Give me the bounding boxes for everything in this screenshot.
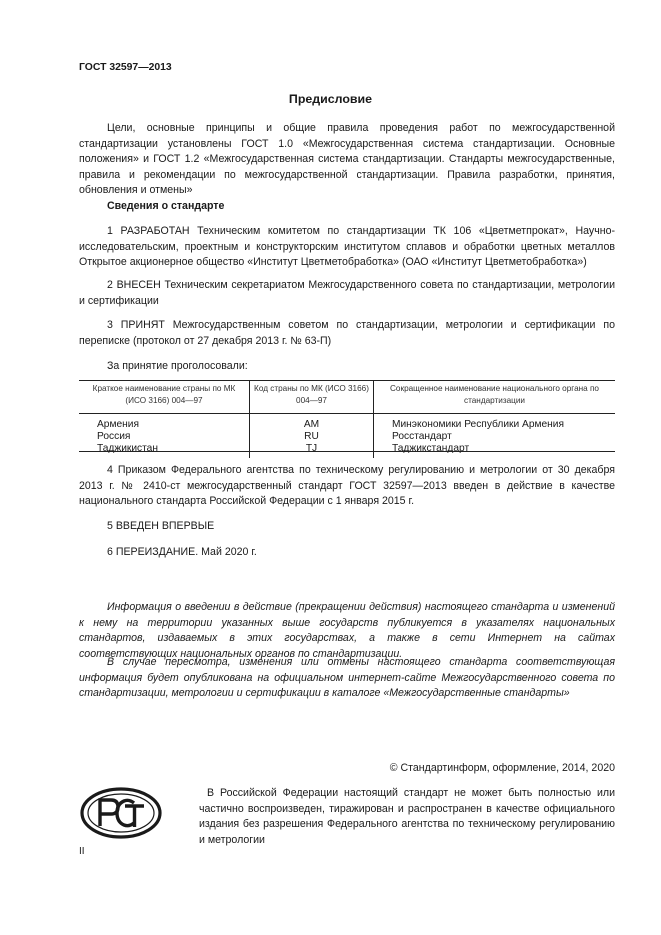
document-code-header: ГОСТ 32597—2013 xyxy=(79,62,172,73)
item-6-reissue: 6 ПЕРЕИЗДАНИЕ. Май 2020 г. xyxy=(107,546,257,558)
section-heading: Сведения о стандарте xyxy=(107,200,225,212)
item-1-developed: 1 РАЗРАБОТАН Техническим комитетом по стандартизации ТК 106 «Цветметпрокат», Научно-исследовательским, проектным и конструкторским институтом сплавов и обработки цветных металлов Открытое акционерное общество «Институт Цветметобработка» (ОАО «Институт Цветметобработка») xyxy=(79,225,615,269)
intro-paragraph: Цели, основные принципы и общие правила проведения работ по межгосударственной стандартизации установлены ГОСТ 1.0 «Межгосударственная система стандартизации. Основные положения» и ГОСТ 1.2 «Межгосударственная система стандартизации. Стандарты межгосударственные, правила и рекомендации по межгосударственной стандартизации. Правила разработки, принятия, обновления и отмены» xyxy=(79,122,615,197)
item-2-submitted: 2 ВНЕСЕН Техническим секретариатом Межгосударственного совета по стандартизации, метрологии и сертификации xyxy=(79,279,615,307)
info-paragraph-2: В случае пересмотра, изменения или отмены настоящего стандарта соответствующая информация будет опубликована на официальном интернет-сайте Межгосударственного совета по стандартизации, метрологии и сертификации в каталоге «Межгосударственные стандарты» xyxy=(79,656,615,700)
table-cell-code: TJ xyxy=(250,443,374,458)
reproduction-notice: В Российской Федерации настоящий стандарт не может быть полностью или частично воспроизведен, тиражирован и распространен в качестве официального издания без разрешения Федерального агентства по техническому регулированию и метрологии xyxy=(199,787,615,846)
table-row xyxy=(79,431,615,443)
copyright-line: © Стандартинформ, оформление, 2014, 2020 xyxy=(389,762,615,774)
table-row xyxy=(79,414,615,432)
page-title: Предисловие xyxy=(288,92,373,106)
table-cell-code: AM xyxy=(250,414,374,432)
item-5-introduced: 5 ВВЕДЕН ВПЕРВЫЕ xyxy=(107,520,215,532)
column-header-country: Краткое наименование страны по МК (ИСО 3166) 004—97 xyxy=(79,380,250,414)
vote-label: За принятие проголосовали: xyxy=(107,360,248,372)
column-header-code: Код страны по МК (ИСО 3166) 004—97 xyxy=(250,380,374,414)
page-number: II xyxy=(79,846,85,857)
table-cell-country: Армения xyxy=(79,414,250,432)
voting-table xyxy=(79,380,615,458)
rst-logo-icon xyxy=(80,787,162,839)
table-header-row xyxy=(79,380,615,414)
item-4-order: 4 Приказом Федерального агентства по техническому регулированию и метрологии от 30 декабря 2013 г. № 2410-ст межгосударственный стандарт ГОСТ 32597—2013 введен в действие в качестве национального стандарта Российской Федерации с 1 января 2015 г. xyxy=(79,464,615,508)
table-cell-country: Россия xyxy=(79,431,250,443)
table-cell-body: Минэкономики Республики Армения xyxy=(392,419,564,430)
table-cell-code: RU xyxy=(250,431,374,443)
table-cell-body: Росстандарт xyxy=(392,431,452,442)
table-row xyxy=(79,443,615,458)
table-cell-body: Таджикстандарт xyxy=(392,443,470,454)
item-3-adopted: 3 ПРИНЯТ Межгосударственным советом по стандартизации, метрологии и сертификации по переписке (протокол от 27 декабря 2013 г. № 63-П) xyxy=(79,319,615,347)
info-paragraph-1: Информация о введении в действие (прекращении действия) настоящего стандарта и изменений к нему на территории указанных выше государств публикуется в указателях национальных стандартов, издаваемых в этих государствах, а также в сети Интернет на сайтах соответствующих национальных органов по стандартизации. xyxy=(79,601,615,660)
table-cell-country: Таджикистан xyxy=(79,443,250,458)
column-header-body: Сокращенное наименование национального органа по стандартизации xyxy=(374,380,616,414)
